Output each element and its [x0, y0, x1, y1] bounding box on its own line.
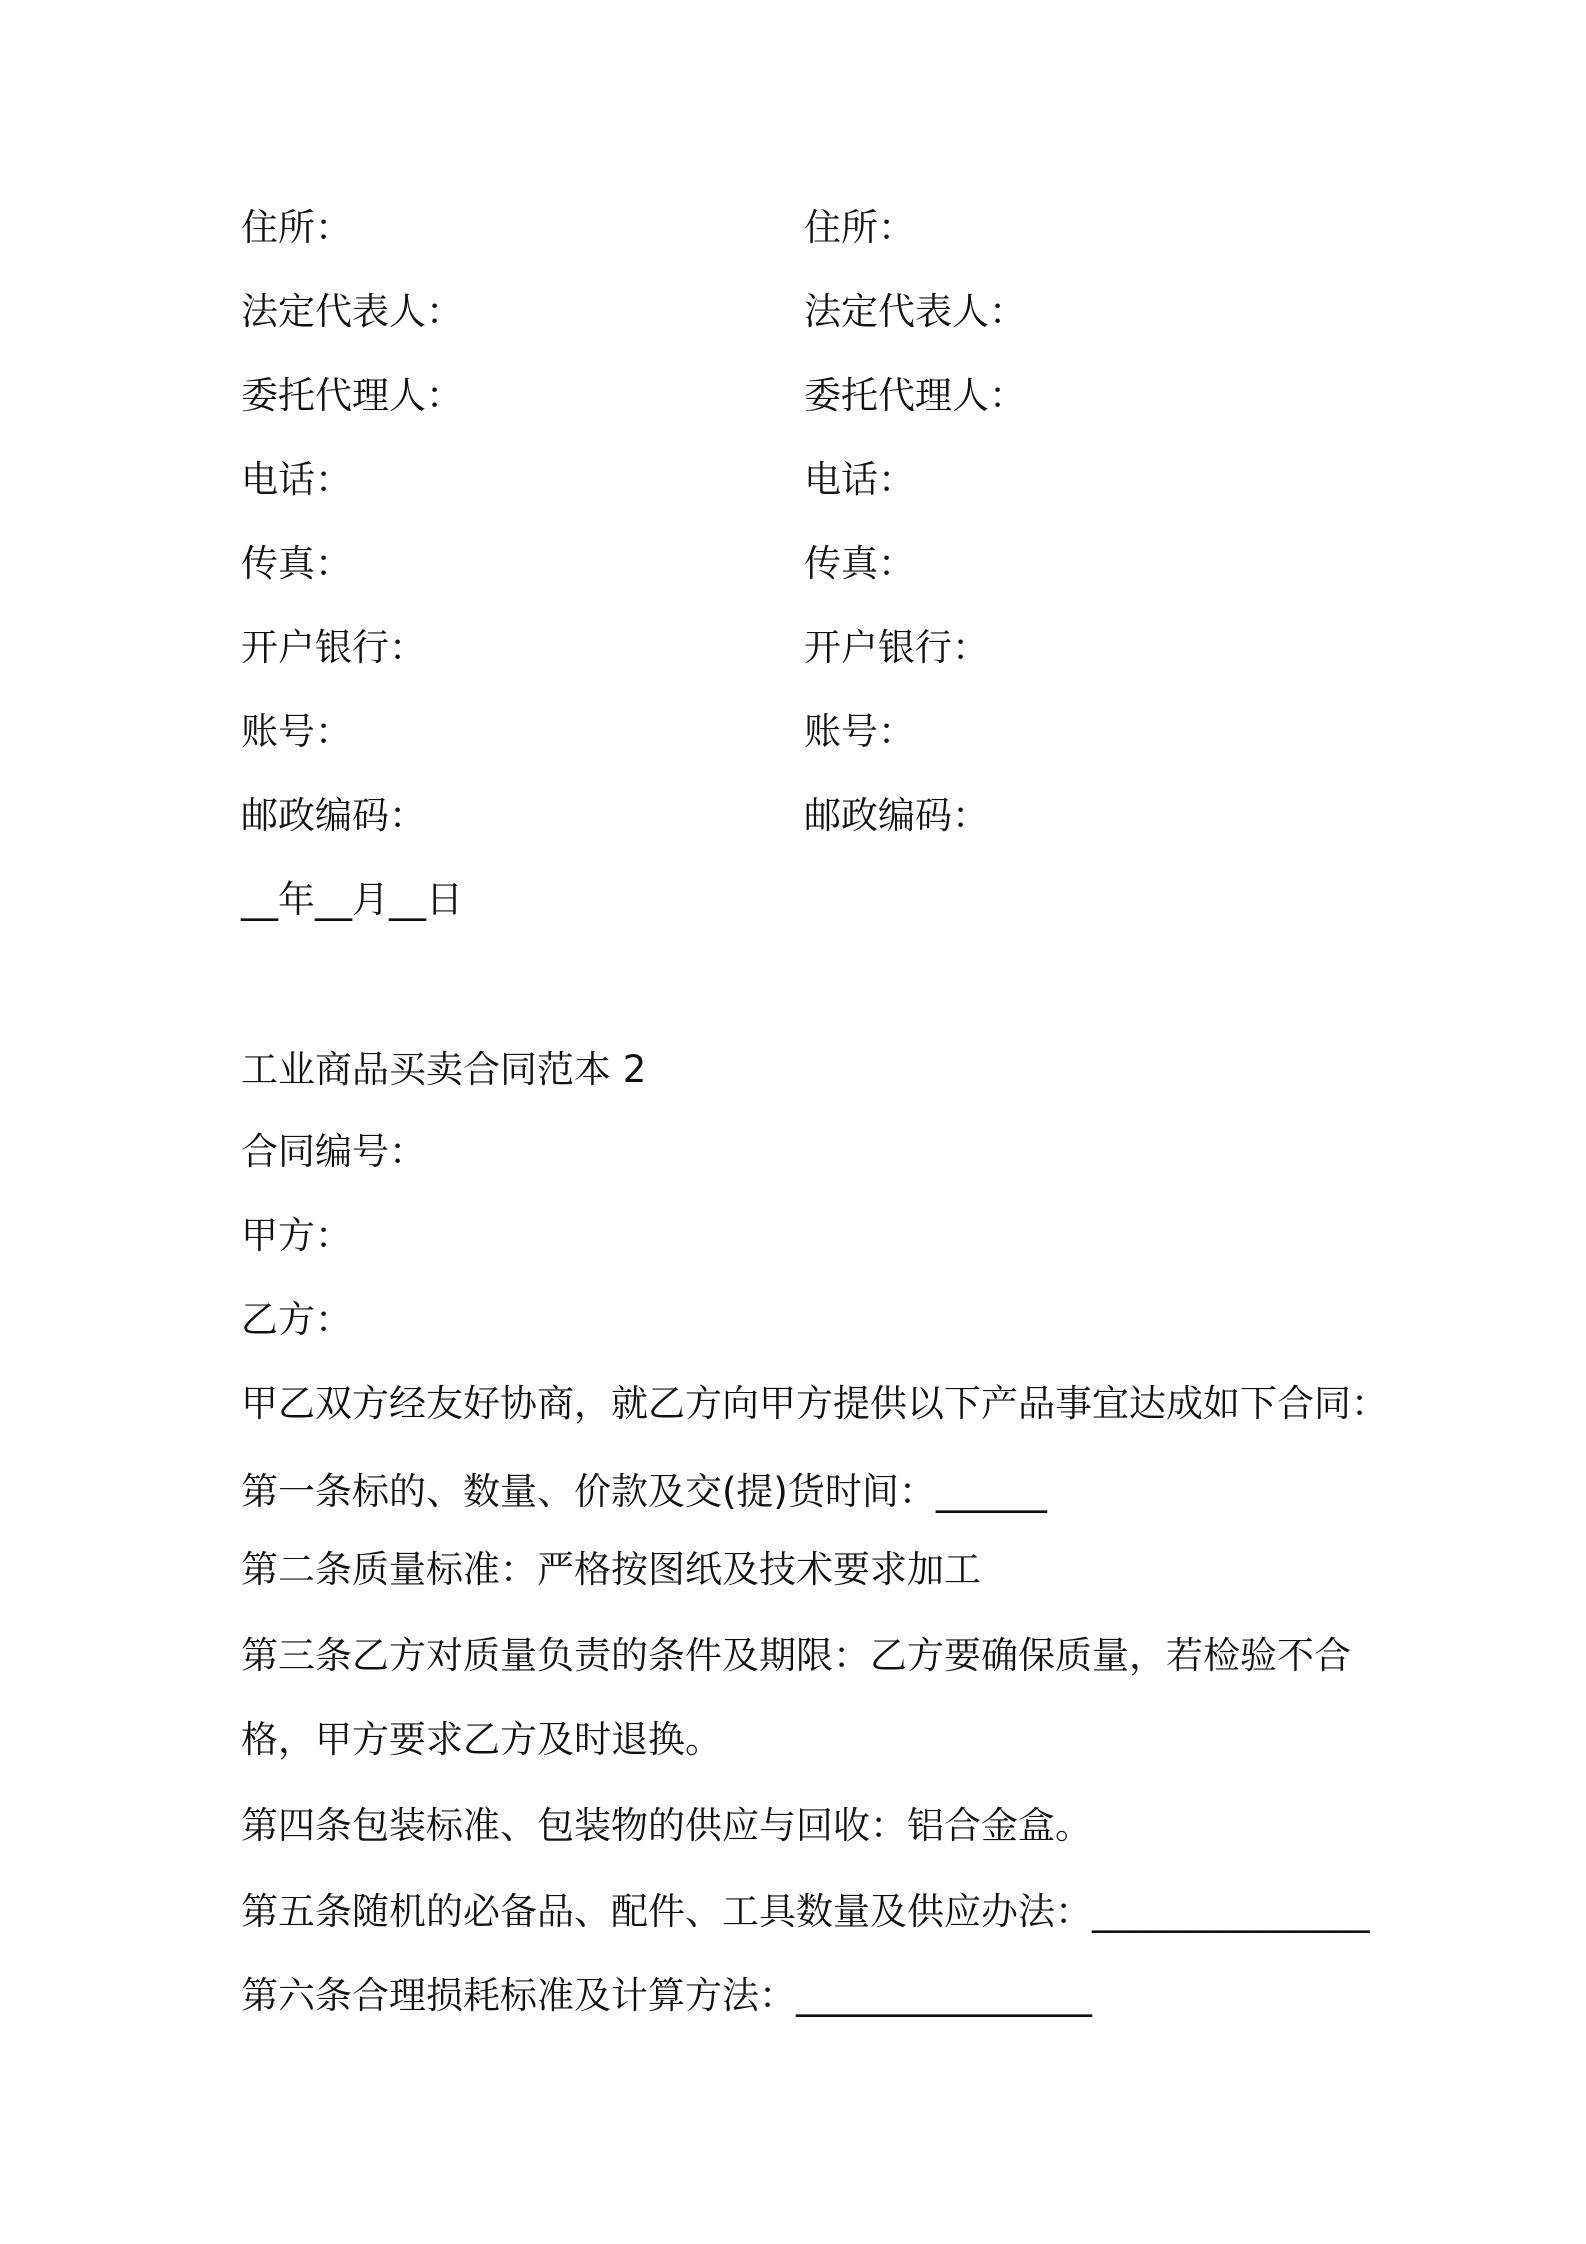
party-a-address-label: 住所： — [241, 206, 352, 249]
party-a-phone-label: 电话： — [241, 458, 352, 501]
party-b-postcode-label: 邮政编码： — [804, 794, 989, 837]
party-b-label: 乙方： — [241, 1298, 352, 1341]
date-line: __年__月__日 — [241, 878, 463, 921]
article-6: 第六条合理损耗标准及计算方法：________________ — [241, 1974, 1092, 2017]
party-a-account-label: 账号： — [241, 710, 352, 753]
party-a-postcode-label: 邮政编码： — [241, 794, 426, 837]
party-a-legal-rep-label: 法定代表人： — [241, 290, 463, 333]
party-b-account-label: 账号： — [804, 710, 915, 753]
party-b-agent-label: 委托代理人： — [804, 374, 1026, 417]
article-5: 第五条随机的必备品、配件、工具数量及供应办法：_______________ — [241, 1890, 1370, 1933]
contract-title: 工业商品买卖合同范本 2 — [241, 1048, 647, 1091]
article-2: 第二条质量标准：严格按图纸及技术要求加工 — [241, 1548, 981, 1591]
party-a-fax-label: 传真： — [241, 542, 352, 585]
party-a-agent-label: 委托代理人： — [241, 374, 463, 417]
article-4: 第四条包装标准、包装物的供应与回收：铝合金盒。 — [241, 1804, 1092, 1847]
article-3: 第三条乙方对质量负责的条件及期限：乙方要确保质量，若检验不合 — [241, 1634, 1351, 1677]
party-a-bank-label: 开户银行： — [241, 626, 426, 669]
article-3-continued: 格，甲方要求乙方及时退换。 — [241, 1718, 722, 1761]
contract-number-label: 合同编号： — [241, 1130, 426, 1173]
party-b-address-label: 住所： — [804, 206, 915, 249]
party-b-legal-rep-label: 法定代表人： — [804, 290, 1026, 333]
party-b-phone-label: 电话： — [804, 458, 915, 501]
intro-paragraph: 甲乙双方经友好协商，就乙方向甲方提供以下产品事宜达成如下合同： — [241, 1382, 1388, 1425]
party-b-fax-label: 传真： — [804, 542, 915, 585]
party-b-bank-label: 开户银行： — [804, 626, 989, 669]
party-a-label: 甲方： — [241, 1214, 352, 1257]
article-1: 第一条标的、数量、价款及交(提)货时间：______ — [241, 1470, 1047, 1513]
